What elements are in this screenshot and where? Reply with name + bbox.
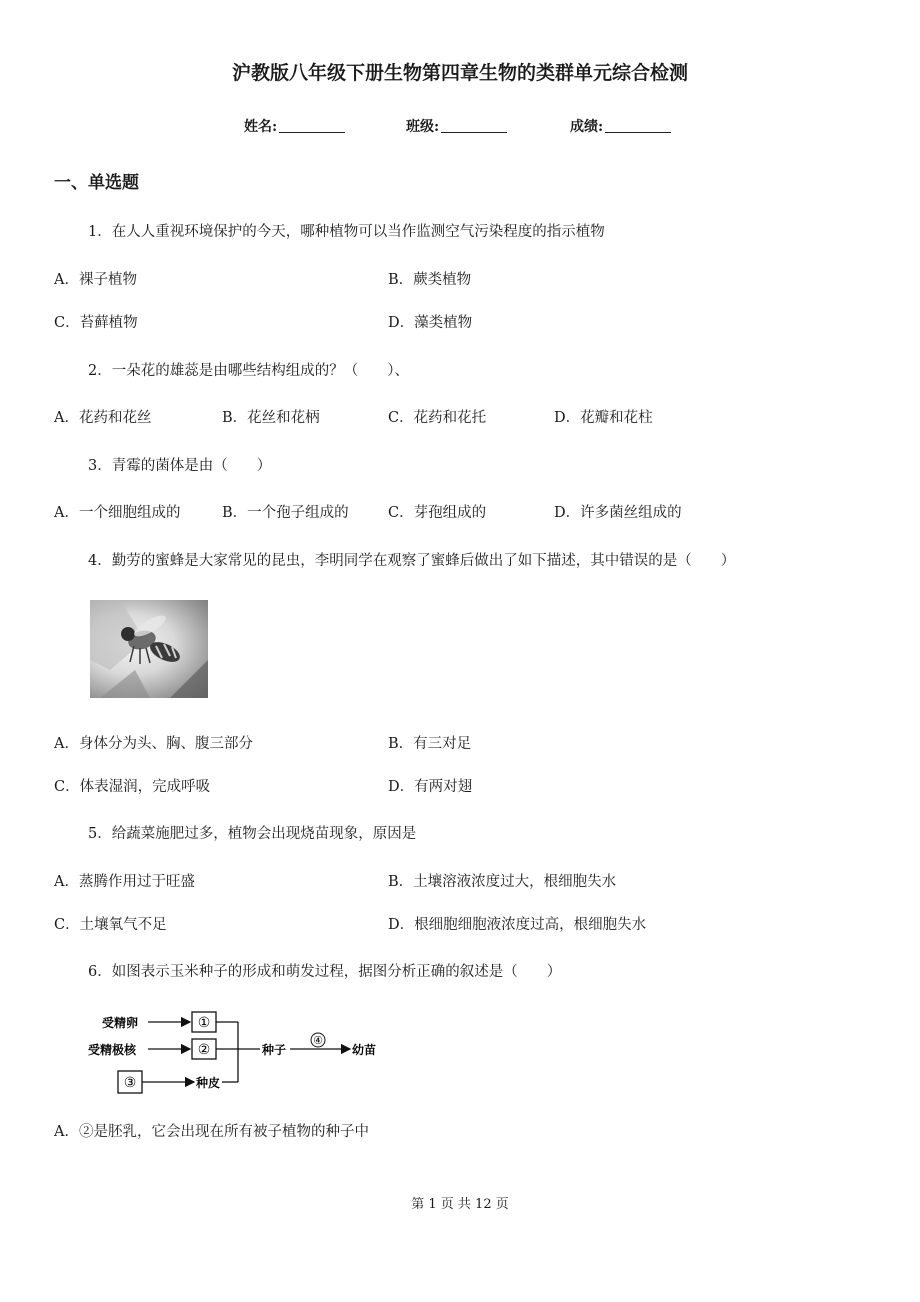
question-3-option-c: C．芽孢组成的 [388, 505, 487, 521]
question-4-option-c: C．体表湿润，完成呼吸 [54, 779, 211, 795]
question-2-option-c: C．花药和花托 [388, 410, 487, 426]
question-1-option-d: D．藻类植物 [388, 315, 473, 331]
score-label: 成绩: [570, 119, 604, 135]
bee-photo [90, 600, 208, 698]
question-1-option-a: A．裸子植物 [54, 272, 137, 288]
label-seed-coat: 种皮 [196, 1076, 221, 1090]
question-4-option-b: B．有三对足 [388, 736, 472, 752]
class-blank [441, 118, 507, 133]
box-2-label: ② [197, 1041, 211, 1057]
label-fertilized-polar-nuclei: 受精极核 [88, 1043, 137, 1057]
question-2-option-d: D．花瓣和花柱 [554, 410, 653, 426]
question-1-option-b: B．蕨类植物 [388, 272, 472, 288]
question-5-stem: 5．给蔬菜施肥过多，植物会出现烧苗现象，原因是 [88, 826, 417, 842]
question-5-option-a: A．蒸腾作用过于旺盛 [54, 874, 195, 890]
question-5-option-c: C．土壤氧气不足 [54, 917, 167, 933]
question-6-option-a: A．②是胚乳，它会出现在所有被子植物的种子中 [54, 1124, 369, 1140]
question-4-stem: 4．勤劳的蜜蜂是大家常见的昆虫，李明同学在观察了蜜蜂后做出了如下描述，其中错误的是（ ） [88, 553, 736, 569]
class-label: 班级: [406, 119, 440, 135]
question-3-stem: 3．青霉的菌体是由（ ） [88, 458, 272, 474]
corn-seed-diagram [84, 1000, 384, 1100]
score-blank [605, 118, 671, 133]
question-4-option-a: A．身体分为头、胸、腹三部分 [54, 736, 253, 752]
label-seedling: 幼苗 [352, 1043, 377, 1057]
question-2-option-a: A．花药和花丝 [54, 410, 152, 426]
question-6-stem: 6．如图表示玉米种子的形成和萌发过程，据图分析正确的叙述是（ ） [88, 964, 562, 980]
page-footer: 第 1 页 共 12 页 [411, 1197, 509, 1212]
label-fertilized-egg: 受精卵 [102, 1016, 139, 1030]
box-1-label: ① [197, 1014, 211, 1030]
label-4: ④ [313, 1035, 323, 1047]
class-field [406, 116, 507, 136]
page-title: 沪教版八年级下册生物第四章生物的类群单元综合检测 [231, 62, 688, 84]
question-1-stem: 1．在人人重视环境保护的今天，哪种植物可以当作监测空气污染程度的指示植物 [88, 224, 605, 240]
question-3-option-a: A．一个细胞组成的 [54, 505, 181, 521]
question-2-stem: 2．一朵花的雄蕊是由哪些结构组成的？（ ）、 [88, 363, 409, 379]
question-1-option-c: C．苔藓植物 [54, 315, 138, 331]
question-5-option-b: B．土壤溶液浓度过大，根细胞失水 [388, 874, 617, 890]
question-2-option-b: B．花丝和花柄 [222, 410, 320, 426]
question-4-option-d: D．有两对翅 [388, 779, 473, 795]
section-heading: 一、单选题 [54, 173, 139, 193]
bee-photo-graphic [90, 600, 208, 698]
question-3-option-d: D．许多菌丝组成的 [554, 505, 682, 521]
name-label: 姓名: [244, 119, 278, 135]
score-field [570, 116, 671, 136]
label-seed: 种子 [262, 1043, 287, 1057]
name-blank [279, 118, 345, 133]
box-3-label: ③ [123, 1074, 137, 1090]
name-field [244, 116, 345, 136]
question-3-option-b: B．一个孢子组成的 [222, 505, 349, 521]
question-5-option-d: D．根细胞细胞液浓度过高，根细胞失水 [388, 917, 647, 933]
